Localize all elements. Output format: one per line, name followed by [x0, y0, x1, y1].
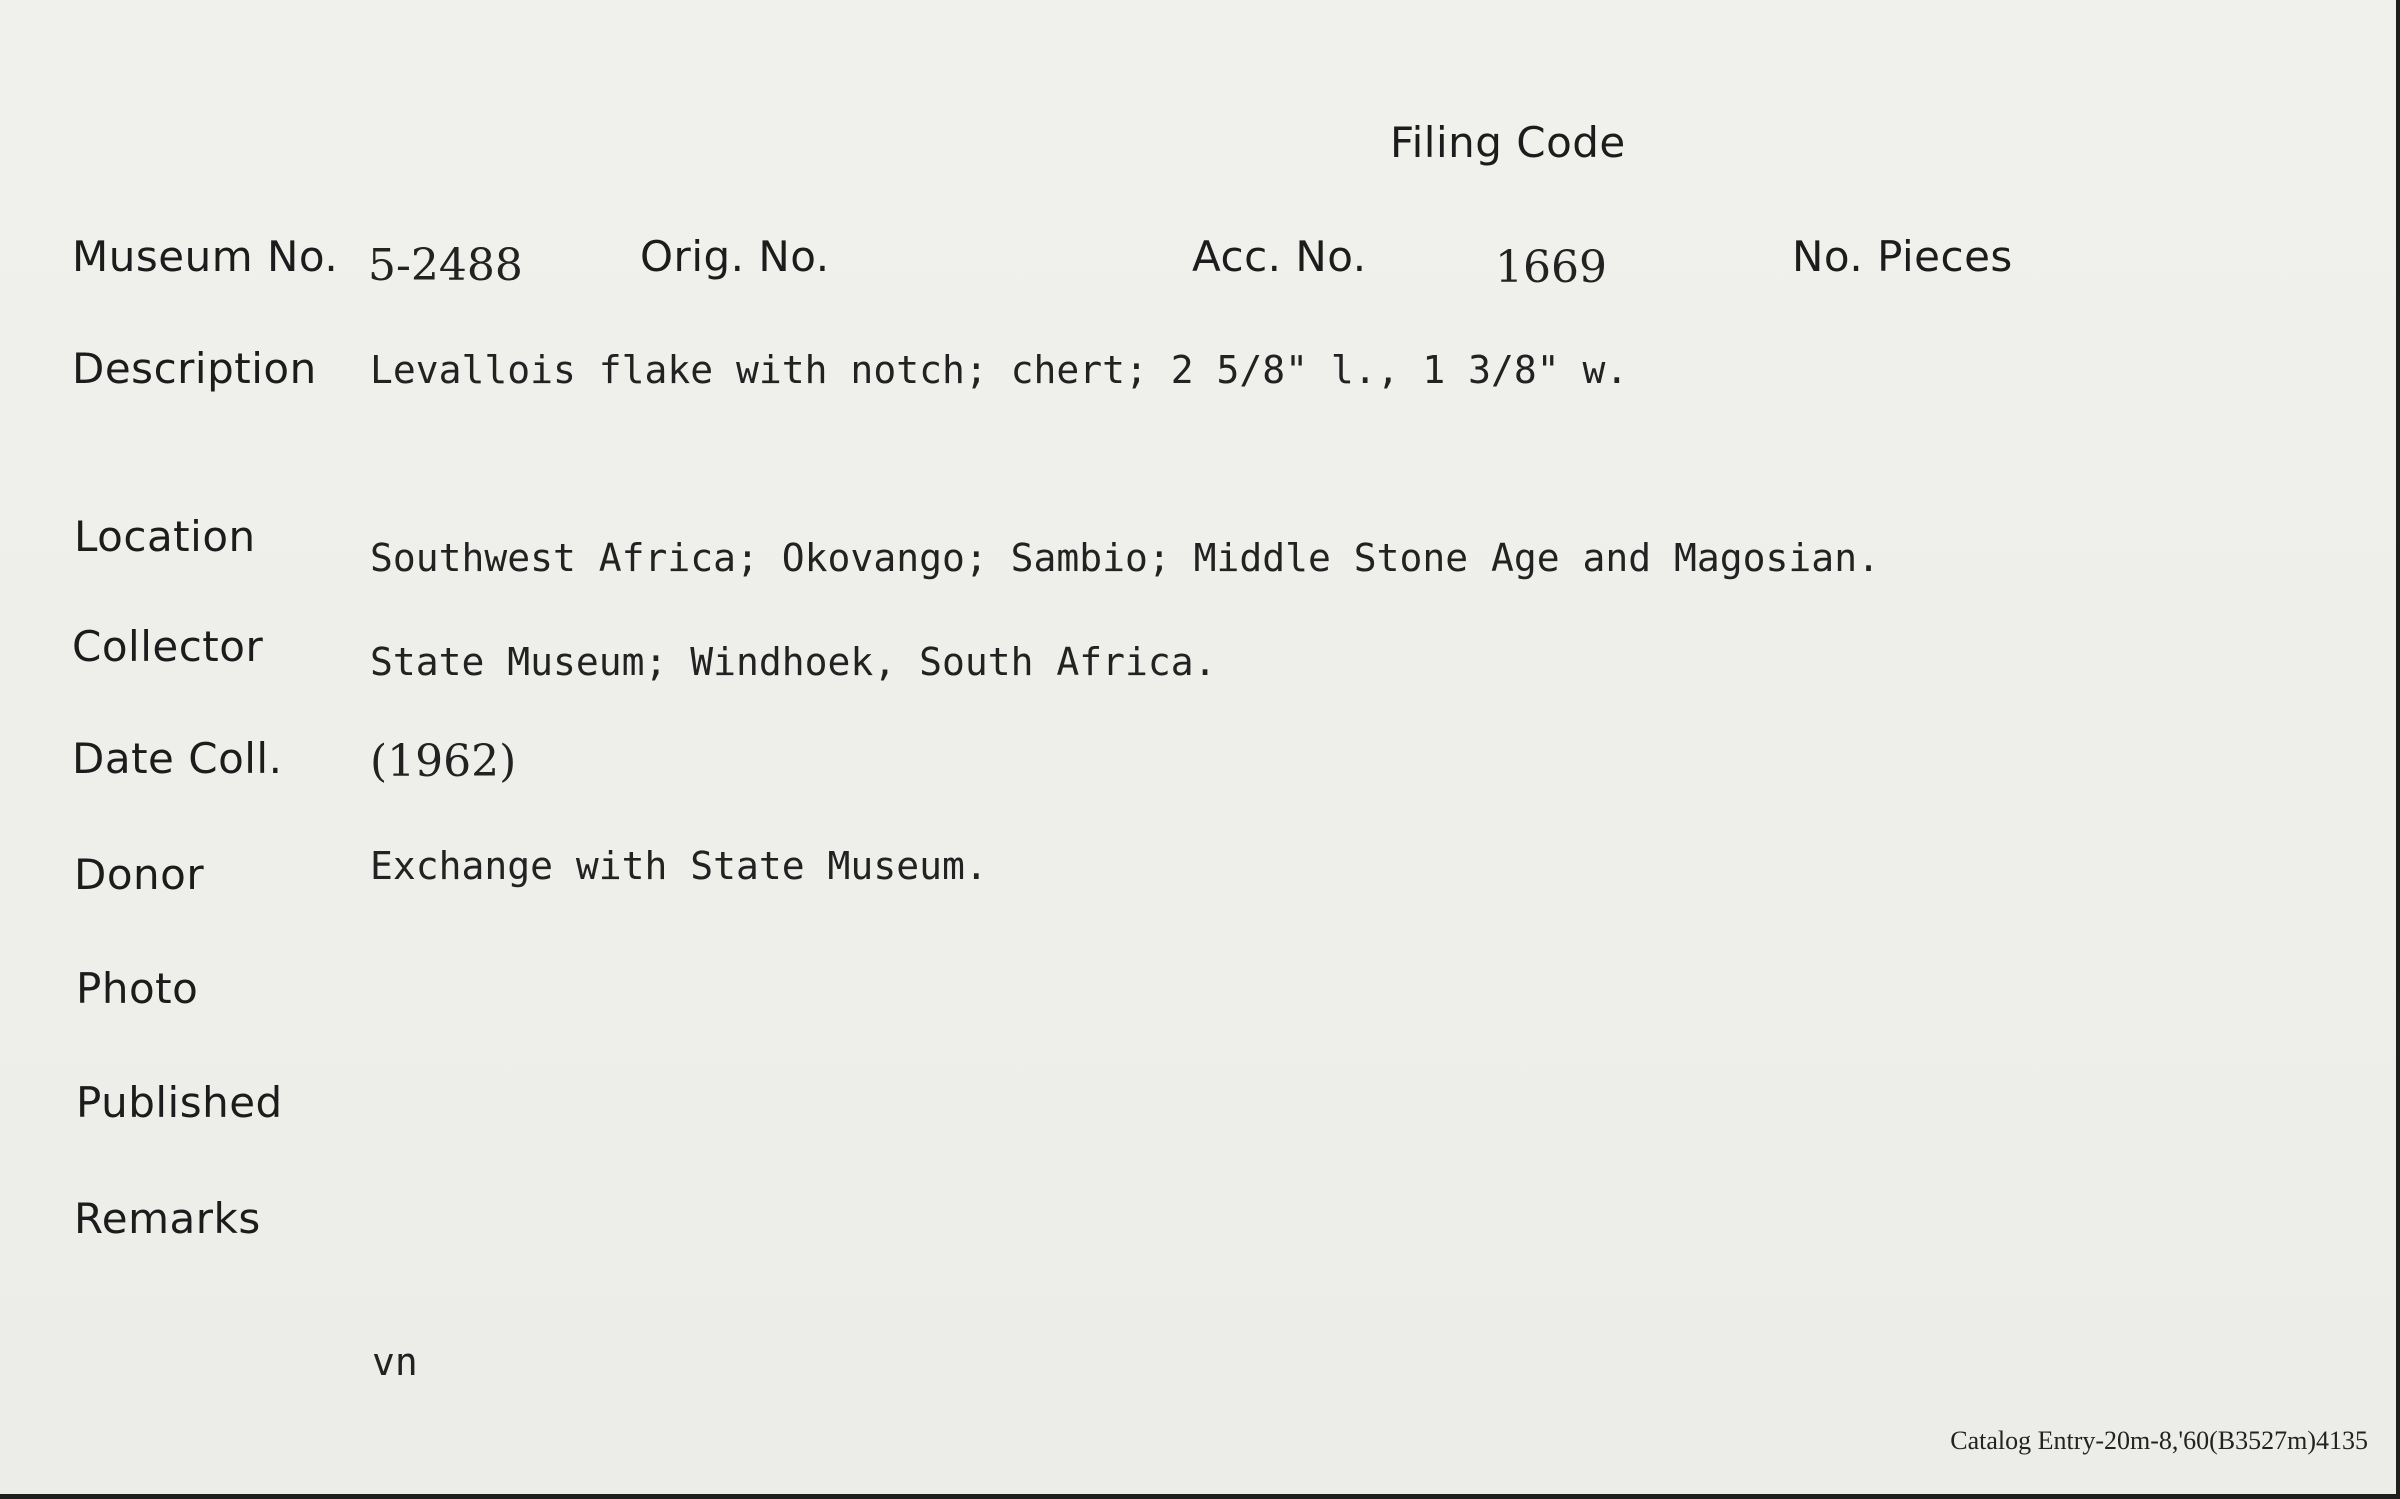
museum-no-value: 5-2488: [368, 240, 523, 291]
orig-no-label: Orig. No.: [640, 232, 830, 281]
bleed-through-text: [0, 90, 1350, 230]
acc-no-label: Acc. No.: [1192, 232, 1367, 281]
donor-value: Exchange with State Museum.: [370, 844, 988, 888]
acc-no-value: 1669: [1495, 242, 1607, 293]
location-value: Southwest Africa; Okovango; Sambio; Middle Stone Age and Magosian.: [370, 536, 1880, 580]
collector-label: Collector: [72, 622, 264, 671]
collector-value: State Museum; Windhoek, South Africa.: [370, 640, 1217, 684]
initials: vn: [372, 1340, 418, 1384]
photo-label: Photo: [76, 964, 199, 1013]
remarks-label: Remarks: [74, 1194, 261, 1243]
description-label: Description: [72, 344, 317, 393]
location-label: Location: [74, 512, 256, 561]
date-coll-value: (1962): [370, 736, 517, 787]
donor-label: Donor: [74, 850, 205, 899]
description-value: Levallois flake with notch; chert; 2 5/8" l., 1 3/8" w.: [370, 348, 1629, 392]
museum-no-label: Museum No.: [72, 232, 339, 281]
published-label: Published: [76, 1078, 283, 1127]
footer-print-code: Catalog Entry-20m-8,'60(B3527m)4135: [1950, 1426, 2368, 1455]
no-pieces-label: No. Pieces: [1792, 232, 2013, 281]
filing-code-label: Filing Code: [1390, 118, 1626, 167]
date-coll-label: Date Coll.: [72, 734, 283, 783]
